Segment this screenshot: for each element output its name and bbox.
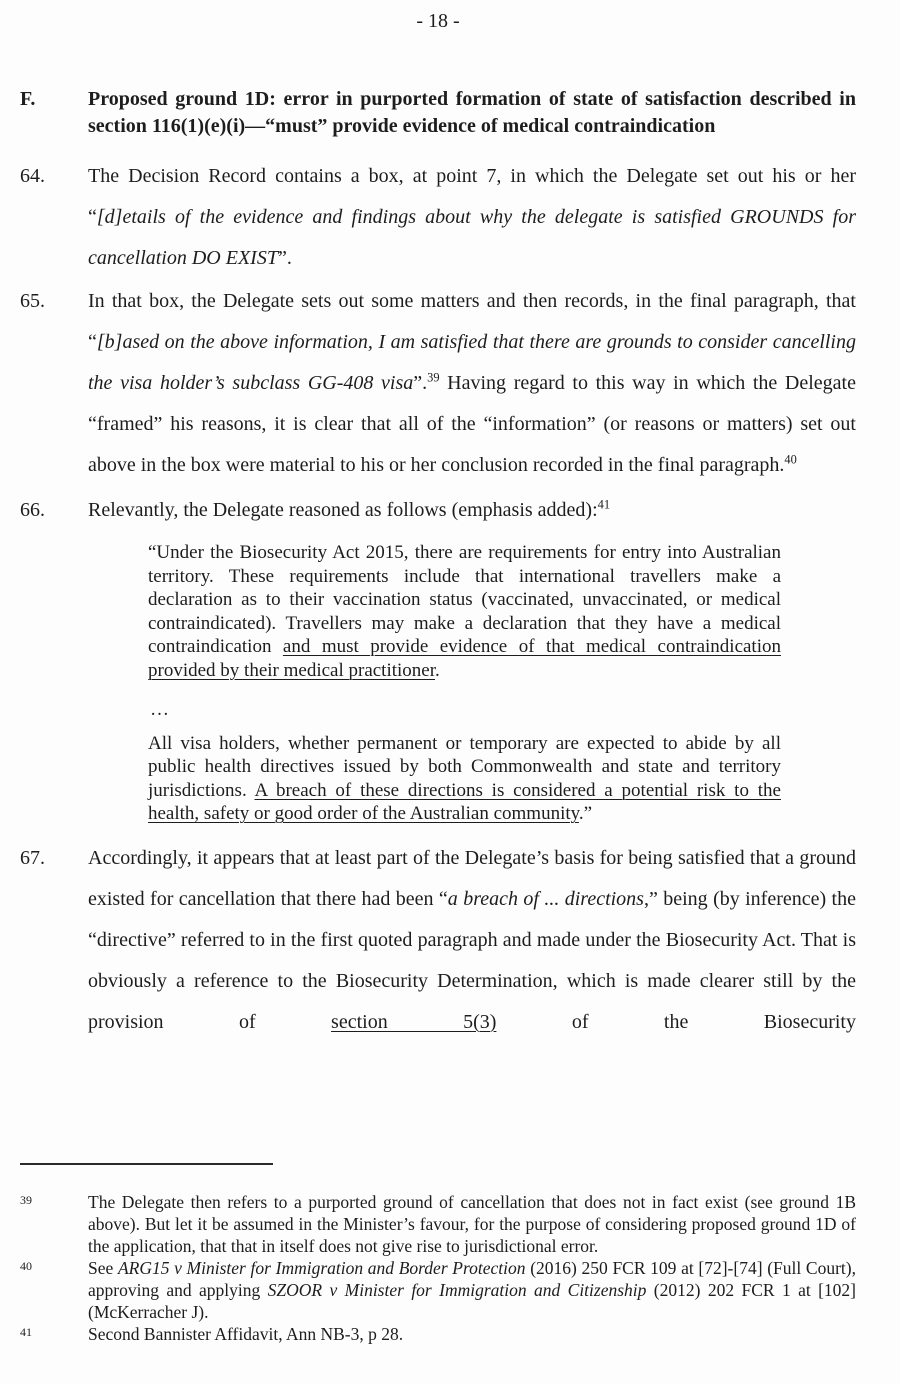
paragraph-64-text: The Decision Record contains a box, at point 7, in which the Delegate set out his or her “[d]etails of the evidence and findings about why the delegate is satisfied GROUNDS for cancellation DO EXIST”. [88,165,856,269]
quote-paragraph-2: All visa holders, whether permanent or temporary are expected to abide by all public health directives issued by both Commonwealth and state and territory jurisdictions. A breach of these directions is considered a potential risk to the health, safety or good order of the Australian community.” [148,732,781,824]
block-quote [148,541,781,826]
quote-paragraph-1: “Under the Biosecurity Act 2015, there are requirements for entry into Australian territory. These requirements include that international travellers make a declaration as to their vaccination status (vaccinated, unvaccinated, or medical contraindicated). Travellers may make a declaration that they have a medical contraindication and must provide evidence of that medical contraindication provided by their medical practitioner. [148,542,781,681]
footnote-40-number: 40 [20,1259,32,1273]
quote-ellipsis: … [150,699,172,720]
paragraph-67-number: 67. [20,846,45,869]
footnote-area [0,1163,900,1345]
section-heading-text: Proposed ground 1D: error in purported formation of state of satisfaction described in section 116(1)(e)(i)—“must” provide evidence of medical contraindication [88,88,856,137]
footnote-list [20,1191,856,1345]
paragraph-66-number: 66. [20,499,45,521]
paragraph-65 [20,281,856,486]
footnote-40 [20,1257,856,1323]
paragraph-64-number: 64. [20,165,45,187]
paragraph-66-text: Relevantly, the Delegate reasoned as follows (emphasis added):$^{41}$ [88,497,611,521]
footnote-41-text: Second Bannister Affidavit, Ann NB-3, p 28. [88,1324,404,1344]
paragraph-67-text: Accordingly, it appears that at least part of the Delegate’s basis for being satisfied that a ground existed for cancellation that there had been “a breach of ... directions,” being (by inference) the “directive” referred to in the first quoted paragraph and made under the Biosecurity Act. That is obviously a reference to the Biosecurity Determination, which is made clearer still by the provision of section 5(3) of the Biosecurity [88,846,856,1033]
paragraph-66 [20,490,856,531]
section-letter: F. [20,88,36,110]
footnote-39 [20,1191,856,1257]
paragraph-67 [20,838,856,1043]
footnote-39-text: The Delegate then refers to a purported ground of cancellation that does not in fact exist (see ground 1B above). But let it be assumed in the Minister’s favour, for the purpose of considering proposed ground 1D of the application, that that in itself does not give rise to jurisdictional error. [88,1192,856,1256]
paragraph-65-number: 65. [20,290,45,312]
footnote-separator [20,1163,273,1165]
footnote-41-number: 41 [20,1325,32,1339]
paragraph-65-text: In that box, the Delegate sets out some matters and then records, in the final paragraph, that “[b]ased on the above information, I am satisfied that there are grounds to consider cancelling the visa holder’s subclass GG-408 visa”.$^{39}$ Having regard to this way in which the Delegate “framed” his reasons, it is clear that all of the “information” (or reasons or matters) set out above in the box were material to his or her conclusion recorded in the final paragraph.$^{40}$ [88,290,856,476]
footnote-39-number: 39 [20,1193,32,1207]
page-number: - 18 - [416,10,460,32]
paragraph-64 [20,156,856,279]
footnote-40-text: See ARG15 v Minister for Immigration and Border Protection (2016) 250 FCR 109 at [72]-[74] (Full Court), approving and applying SZOOR v Minister for Immigration and Citizenship (2012) 202 FCR 1 at [102] (McKerracher J). [88,1258,857,1322]
footnote-41 [20,1323,856,1345]
section-heading [20,86,856,140]
